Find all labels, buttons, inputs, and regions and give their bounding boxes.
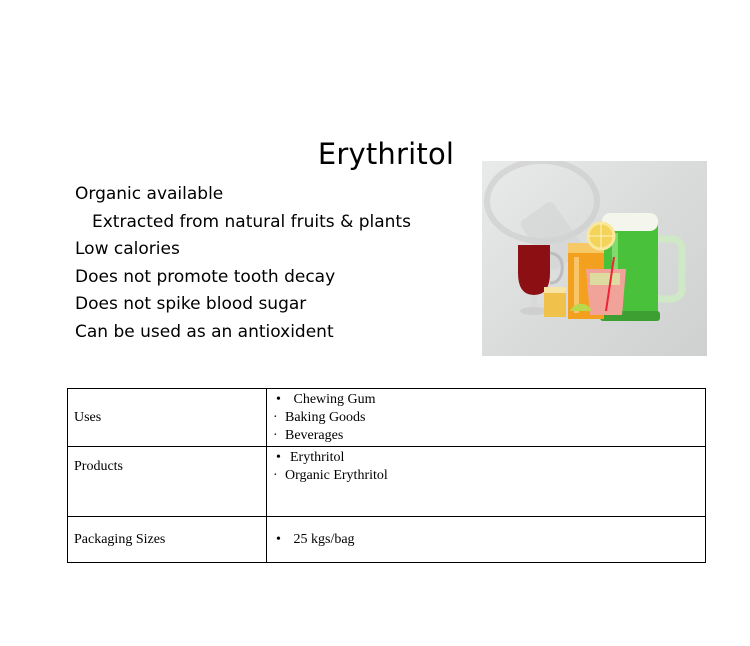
list-item: • Erythritol (276, 450, 345, 465)
beverages-photo (482, 161, 707, 356)
product-info-table (67, 388, 706, 563)
slide-title: Erythritol (317, 137, 455, 171)
list-item: · Beverages (273, 427, 344, 443)
table-row (68, 389, 706, 447)
feature-item: Does not promote tooth decay (75, 266, 336, 287)
feature-list (75, 181, 411, 346)
feature-item: Can be used as an antioxident (75, 321, 334, 342)
list-item: · Baking Goods (273, 409, 366, 425)
feature-item: Does not spike blood sugar (75, 294, 307, 314)
list-item: · Organic Erythritol (273, 468, 388, 483)
list-item: • Chewing Gum (276, 391, 376, 407)
table-row (68, 517, 706, 563)
row-values-packaging (267, 517, 706, 563)
row-values-products (267, 447, 706, 517)
feature-item: Low calories (75, 239, 180, 259)
row-label-uses: Uses (68, 389, 267, 447)
table-row (68, 447, 706, 517)
feature-item: Organic available (75, 184, 224, 204)
feature-subitem: Extracted from natural fruits & plants (92, 211, 411, 232)
row-values-uses (267, 389, 706, 447)
beverages-illustration (482, 161, 707, 356)
list-item: • 25 kgs/bag (276, 531, 355, 547)
row-label-products: Products (68, 447, 267, 517)
row-label-packaging: Packaging Sizes (68, 517, 267, 563)
